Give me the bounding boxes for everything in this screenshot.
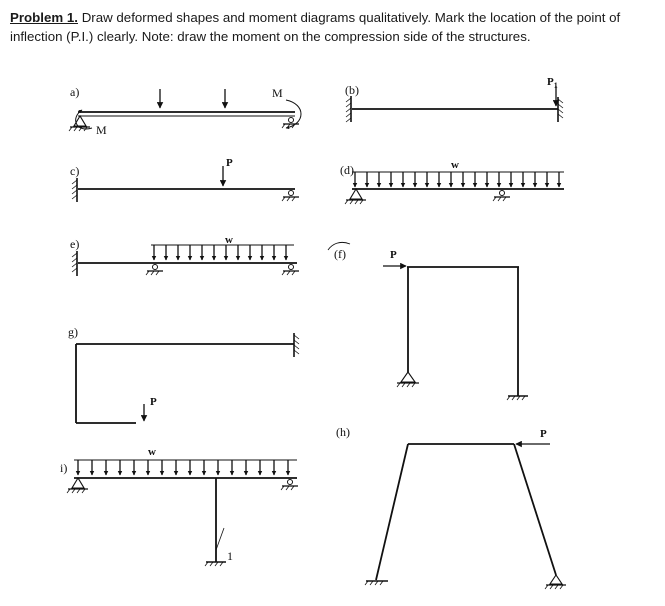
fig-f-load-label: P (390, 249, 397, 261)
figure-c (72, 166, 299, 202)
fig-d-tag: (d) (340, 163, 354, 177)
fig-a-moment-right-label: M (272, 86, 283, 100)
fig-g-load-label: P (150, 396, 157, 408)
fig-c-tag: c) (70, 164, 80, 178)
fig-b-tag: (b) (345, 83, 359, 97)
fig-e-load-label: w (225, 234, 233, 246)
fig-i-column-note: 1 (227, 549, 233, 563)
figure-d (345, 172, 564, 204)
figure-g (76, 333, 299, 423)
fig-h-tag: (h) (336, 425, 350, 439)
fig-f-tag: (f) (334, 247, 346, 261)
fig-a-tag: a) (70, 85, 80, 99)
fig-i-tag: i) (60, 461, 68, 475)
fig-g-tag: g) (68, 325, 78, 339)
figure-f (328, 242, 528, 400)
fig-c-load-label: P (226, 157, 233, 169)
fig-a-moment-left-label: M (96, 123, 107, 137)
fig-d-load-label: w (451, 159, 459, 171)
figure-i (67, 460, 298, 566)
fig-b-load-label: $P_1$ (547, 76, 558, 90)
figure-h (365, 444, 566, 589)
problem-label: Problem 1. (10, 10, 78, 25)
figure-b (346, 86, 563, 122)
fig-h-load-label: P (540, 428, 547, 440)
fig-e-tag: e) (70, 237, 80, 251)
fig-i-load-label: w (148, 446, 156, 458)
figure-e (72, 245, 299, 276)
problem-body: Draw deformed shapes and moment diagrams qualitatively. Mark the location of the point of inflection (P.I.) clearly. Note: draw the moment on the compression side of the structures. (10, 10, 621, 44)
